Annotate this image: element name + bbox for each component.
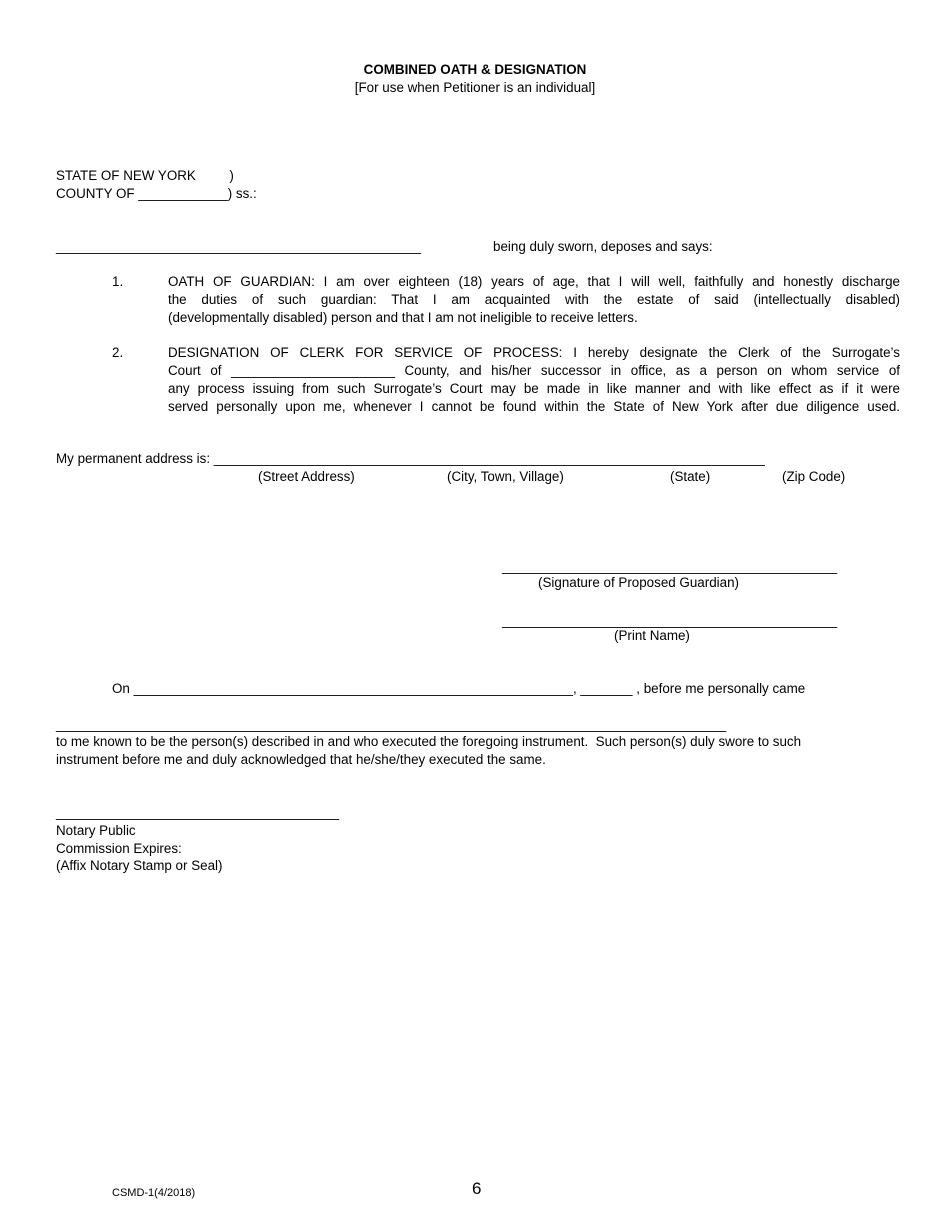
notary-seal-note: (Affix Notary Stamp or Seal)	[56, 858, 223, 873]
print-name-line: _____________________________________________	[502, 613, 838, 628]
deponent-statement: being duly sworn, deposes and says:	[493, 239, 713, 254]
form-code: CSMD-1(4/2018)	[112, 1187, 196, 1199]
signature-line: _____________________________________________	[502, 559, 838, 574]
designation-paragraph	[168, 344, 900, 416]
notary-signature-line: ______________________________________	[56, 805, 339, 820]
signature-caption: (Signature of Proposed Guardian)	[538, 575, 739, 590]
item-number-2: 2.	[112, 345, 124, 360]
designation-line: Court of ______________________ County, and his/her successor in office, as a person on whom service of	[168, 363, 900, 378]
form-subtitle: [For use when Petitioner is an individual]	[354, 80, 596, 95]
commission-expires: Commission Expires:	[56, 841, 182, 856]
acknowledgment-name-line: __________________________________________________________________________________________	[56, 717, 727, 732]
designation-line: DESIGNATION OF CLERK FOR SERVICE OF PROCESS: I hereby designate the Clerk of the Surrogate’s	[168, 345, 900, 360]
form-title: COMBINED OATH & DESIGNATION	[363, 62, 587, 77]
print-name-caption: (Print Name)	[614, 628, 690, 643]
item-number-1: 1.	[112, 274, 124, 289]
designation-line: served personally upon me, whenever I cannot be found within the State of New York after due diligence used.	[168, 399, 900, 414]
state-caption: (State)	[670, 469, 711, 484]
venue-county: COUNTY OF ____________) ss.:	[56, 186, 257, 201]
page-number: 6	[472, 1179, 482, 1198]
notary-title: Notary Public	[56, 823, 136, 838]
acknowledgment-text-2: instrument before me and duly acknowledged that he/she/they executed the same.	[56, 752, 546, 767]
oath-of-guardian-paragraph	[168, 273, 900, 327]
zip-caption: (Zip Code)	[782, 469, 846, 484]
acknowledgment-date-line: On ___________________________________________________________, _______ , before me personally came	[112, 681, 806, 696]
oath-line: the duties of such guardian: That I am acquainted with the estate of said (intellectually disabled)	[168, 292, 900, 307]
permanent-address-line: My permanent address is: __________________________________________________________________________	[56, 451, 765, 466]
venue-state: STATE OF NEW YORK )	[56, 168, 234, 183]
street-address-caption: (Street Address)	[258, 469, 355, 484]
city-caption: (City, Town, Village)	[447, 469, 564, 484]
oath-line: (developmentally disabled) person and that I am not ineligible to receive letters.	[168, 310, 638, 325]
oath-line: OATH OF GUARDIAN: I am over eighteen (18) years of age, that I will well, faithfully and honestly discharge	[168, 274, 900, 289]
deponent-name-blank: _________________________________________________	[56, 239, 421, 254]
designation-line: any process issuing from such Surrogate’s Court may be made in like manner and with like effect as if it were	[168, 381, 900, 396]
acknowledgment-text-1: to me known to be the person(s) described in and who executed the foregoing instrument. Such person(s) duly swore to such	[56, 734, 802, 749]
